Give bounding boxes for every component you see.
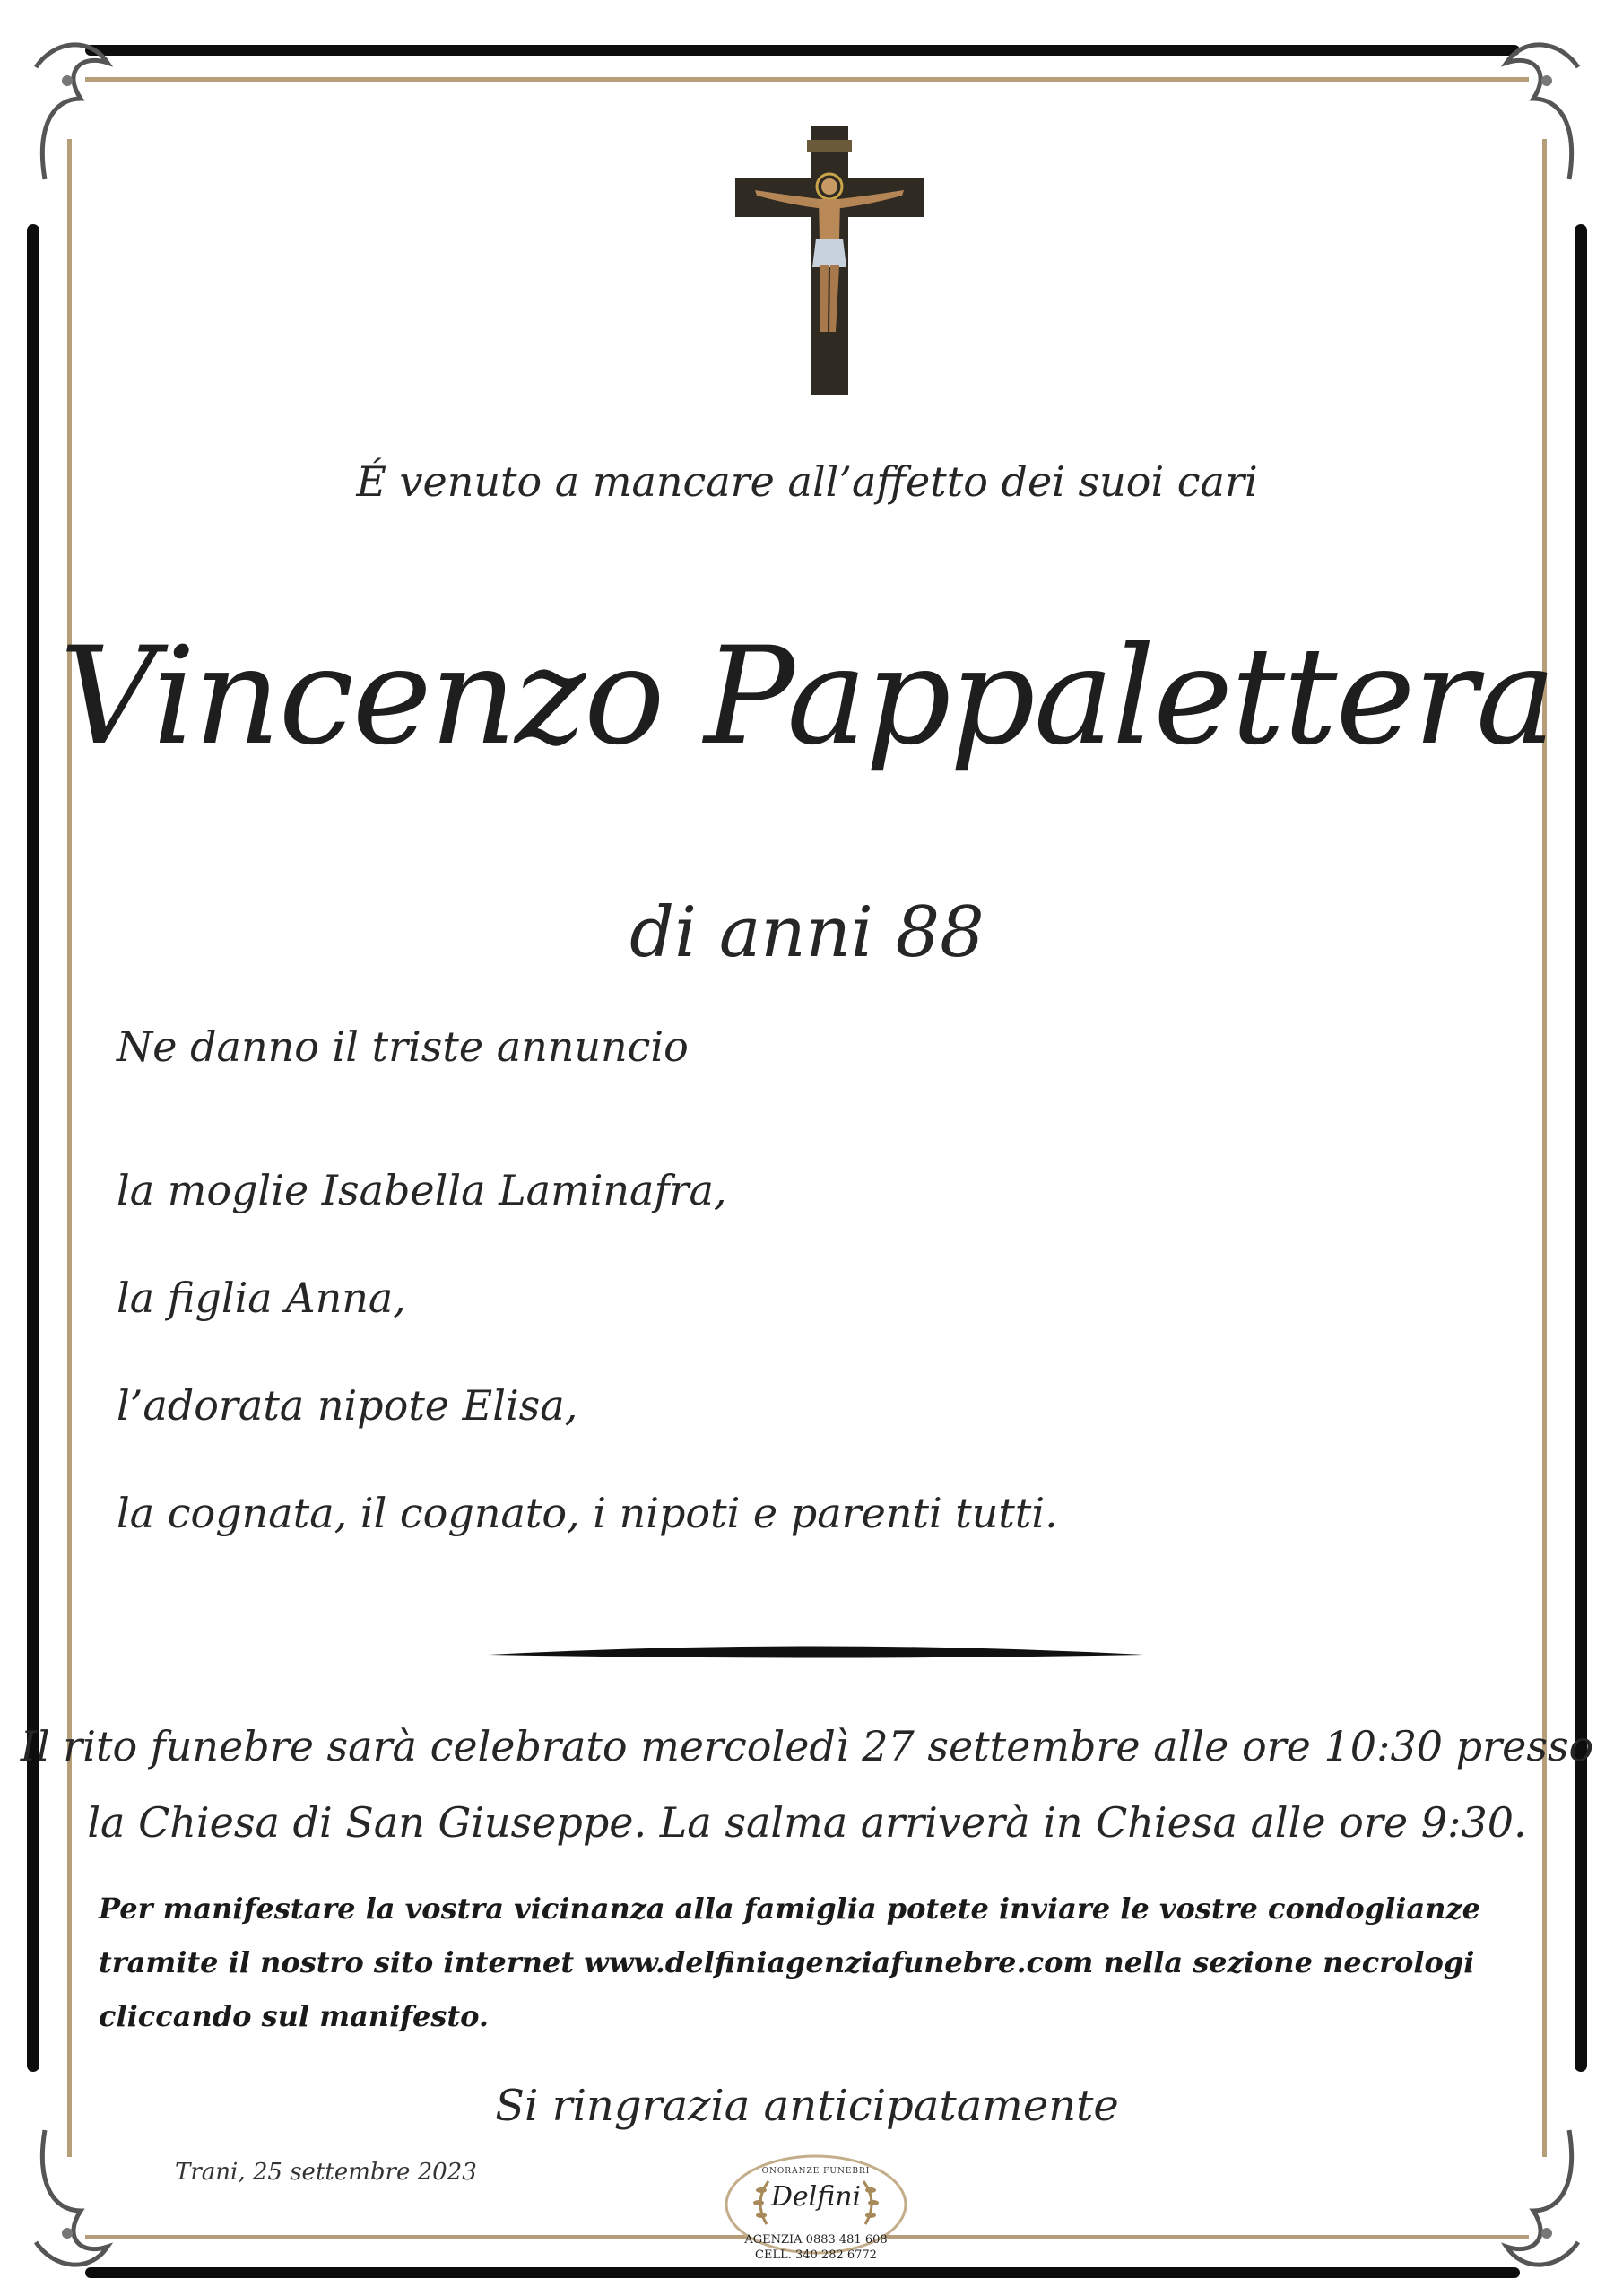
mourner-line: Ne danno il triste annuncio — [117, 1022, 689, 1071]
mourner-line: la moglie Isabella Laminafra, — [117, 1166, 727, 1214]
condolence-line: Per manifestare la vostra vicinanza alla famiglia potete inviare le vostre condoglianze — [99, 1892, 1480, 1926]
crucifix-icon — [735, 126, 924, 395]
funeral-info-line: la Chiesa di San Giuseppe. La salma arriverà in Chiesa alle ore 9:30. — [87, 1798, 1527, 1847]
deceased-name: Vincenzo Pappalettera — [59, 619, 1555, 775]
condolence-line: tramite il nostro sito internet www.delfiniagenziafunebre.com nella sezione necrologi — [99, 1945, 1475, 1979]
intro-text: É venuto a mancare all’affetto dei suoi cari — [356, 457, 1258, 506]
mourner-line: l’adorata nipote Elisa, — [117, 1381, 578, 1430]
deceased-age: di anni 88 — [629, 892, 985, 973]
agency-cell: CELL. 340 282 6772 — [755, 2248, 877, 2262]
funeral-info-line: Il rito funebre sarà celebrato mercoledì 27 settembre alle ore 10:30 presso — [20, 1722, 1594, 1770]
mourner-line: la figlia Anna, — [117, 1274, 406, 1322]
place-date: Trani, 25 settembre 2023 — [175, 2159, 477, 2186]
condolence-line: cliccando sul manifesto. — [99, 1999, 490, 2033]
thanks-text: Si ringrazia anticipatamente — [495, 2081, 1119, 2131]
mourner-line: la cognata, il cognato, i nipoti e parenti tutti. — [117, 1489, 1058, 1537]
agency-name: Delfini — [770, 2181, 862, 2213]
agency-phone: AGENZIA 0883 481 608 — [744, 2233, 888, 2247]
agency-logo — [722, 2152, 910, 2287]
agency-tagline: ONORANZE FUNEBRI — [761, 2167, 871, 2176]
